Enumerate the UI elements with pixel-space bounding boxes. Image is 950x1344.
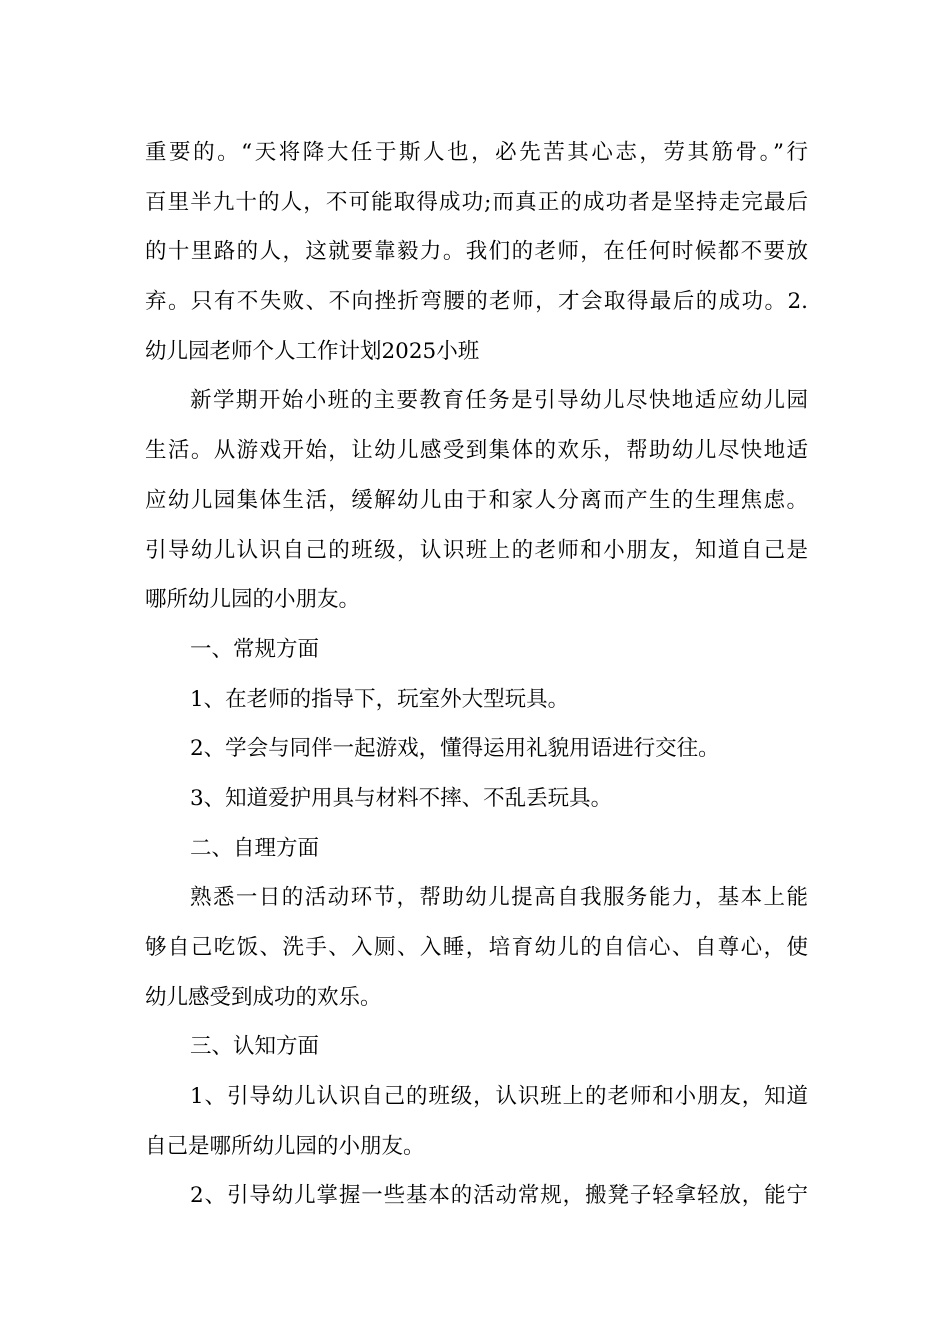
text-line: 自己是哪所幼儿园的小朋友。 — [145, 1133, 425, 1159]
paragraph-first-line: 新学期开始小班的主要教育任务是引导幼儿尽快地适应幼儿园 — [190, 388, 808, 414]
paragraph-first-line: 熟悉一日的活动环节，帮助幼儿提高自我服务能力，基本上能 — [190, 885, 808, 911]
text-line: 幼儿感受到成功的欢乐。 — [145, 984, 382, 1010]
text-line: 引导幼儿认识自己的班级，认识班上的老师和小朋友，知道自己是 — [145, 537, 808, 563]
list-item: 1、在老师的指导下，玩室外大型玩具。 — [190, 686, 570, 712]
text-line: 百里半九十的人，不可能取得成功;而真正的成功者是坚持走完最后 — [145, 189, 808, 215]
list-item: 2、引导幼儿掌握一些基本的活动常规，搬凳子轻拿轻放，能宁 — [190, 1183, 808, 1209]
section-heading: 三、认知方面 — [190, 1034, 320, 1060]
document-body — [145, 128, 808, 1221]
text-line: 的十里路的人，这就要靠毅力。我们的老师，在任何时候都不要放 — [145, 239, 808, 265]
text-line: 哪所幼儿园的小朋友。 — [145, 587, 361, 613]
text-line: 重要的。“天将降大任于斯人也，必先苦其心志，劳其筋骨。”行 — [145, 140, 808, 165]
text-line: 幼儿园老师个人工作计划2025小班 — [145, 338, 480, 364]
section-heading: 一、常规方面 — [190, 636, 320, 662]
text-line: 弃。只有不失败、不向挫折弯腰的老师，才会取得最后的成功。2. — [145, 289, 808, 315]
text-line: 生活。从游戏开始，让幼儿感受到集体的欢乐，帮助幼儿尽快地适 — [145, 438, 808, 464]
text-line: 应幼儿园集体生活，缓解幼儿由于和家人分离而产生的生理焦虑。 — [145, 487, 808, 513]
list-item: 3、知道爱护用具与材料不摔、不乱丢玩具。 — [190, 785, 613, 811]
list-item: 1、引导幼儿认识自己的班级，认识班上的老师和小朋友，知道 — [190, 1084, 808, 1110]
list-item: 2、学会与同伴一起游戏，懂得运用礼貌用语进行交往。 — [190, 736, 720, 762]
text-line: 够自己吃饭、洗手、入厕、入睡，培育幼儿的自信心、自尊心，使 — [145, 935, 808, 960]
section-heading: 二、自理方面 — [190, 835, 320, 861]
